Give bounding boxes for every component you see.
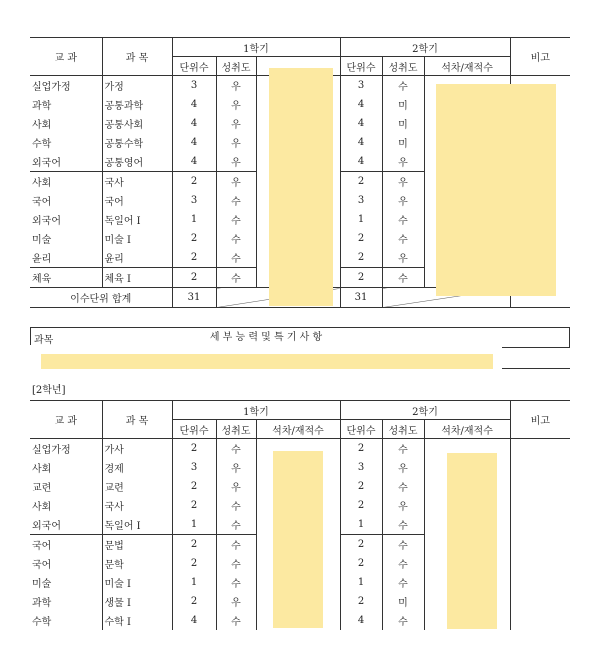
cell-subject: 수학 I bbox=[102, 611, 172, 630]
cell-subject: 문법 bbox=[102, 535, 172, 555]
cell-achievement-term1: 우 bbox=[216, 477, 256, 496]
cell-units-term1: 2 bbox=[172, 248, 216, 268]
header-subject: 과 목 bbox=[102, 401, 172, 439]
header-rank-term2: 석차/재적수 bbox=[424, 57, 510, 76]
cell-subject: 가사 bbox=[102, 439, 172, 459]
cell-note bbox=[510, 611, 570, 630]
cell-achievement-term1: 우 bbox=[216, 133, 256, 152]
cell-note bbox=[510, 592, 570, 611]
header-rank-term2: 석차/재적수 bbox=[424, 420, 510, 439]
cell-achievement-term2: 수 bbox=[382, 210, 424, 229]
cell-units-term1: 1 bbox=[172, 515, 216, 535]
cell-subject: 경제 bbox=[102, 458, 172, 477]
cell-achievement-term2: 우 bbox=[382, 496, 424, 515]
header-subject-group: 교 과 bbox=[30, 401, 102, 439]
cell-achievement-term1: 수 bbox=[216, 611, 256, 630]
cell-subject-group: 국어 bbox=[30, 554, 102, 573]
cell-units-term1: 2 bbox=[172, 268, 216, 288]
cell-achievement-term2: 우 bbox=[382, 191, 424, 210]
cell-subject: 공통과학 bbox=[102, 95, 172, 114]
cell-units-term2: 1 bbox=[340, 573, 382, 592]
cell-achievement-term1: 우 bbox=[216, 592, 256, 611]
cell-units-term1: 4 bbox=[172, 611, 216, 630]
cell-units-term2: 2 bbox=[340, 248, 382, 268]
cell-units-term1: 4 bbox=[172, 114, 216, 133]
header-units-term2: 단위수 bbox=[340, 57, 382, 76]
cell-subject-group: 외국어 bbox=[30, 210, 102, 229]
cell-achievement-term2: 미 bbox=[382, 114, 424, 133]
header-note: 비고 bbox=[510, 401, 570, 439]
cell-subject-group: 사회 bbox=[30, 458, 102, 477]
cell-achievement-term2: 우 bbox=[382, 248, 424, 268]
cell-achievement-term2: 수 bbox=[382, 554, 424, 573]
header-term1: 1학기 bbox=[172, 401, 340, 420]
cell-achievement-term1: 수 bbox=[216, 210, 256, 229]
cell-note bbox=[510, 573, 570, 592]
redaction-highlight bbox=[41, 354, 493, 369]
cell-units-term2: 1 bbox=[340, 515, 382, 535]
redaction-highlight bbox=[269, 68, 333, 306]
cell-achievement-term2: 수 bbox=[382, 535, 424, 555]
cell-subject: 미술 I bbox=[102, 229, 172, 248]
header-term2: 2학기 bbox=[340, 401, 510, 420]
cell-units-term2: 4 bbox=[340, 133, 382, 152]
cell-subject-group: 과학 bbox=[30, 95, 102, 114]
cell-subject: 문학 bbox=[102, 554, 172, 573]
header-units-term2: 단위수 bbox=[340, 420, 382, 439]
special-notes-line bbox=[502, 347, 570, 348]
cell-units-term1: 2 bbox=[172, 496, 216, 515]
cell-note bbox=[510, 515, 570, 535]
cell-units-term1: 4 bbox=[172, 152, 216, 172]
redaction-highlight bbox=[447, 453, 497, 629]
cell-achievement-term1: 수 bbox=[216, 573, 256, 592]
redaction-highlight bbox=[436, 84, 556, 296]
cell-subject: 국어 bbox=[102, 191, 172, 210]
cell-units-term2: 2 bbox=[340, 172, 382, 192]
cell-note bbox=[510, 477, 570, 496]
cell-subject: 공통영어 bbox=[102, 152, 172, 172]
cell-units-term1: 3 bbox=[172, 76, 216, 96]
cell-achievement-term1: 수 bbox=[216, 554, 256, 573]
cell-achievement-term2: 수 bbox=[382, 611, 424, 630]
cell-achievement-term2: 수 bbox=[382, 439, 424, 459]
cell-achievement-term2: 우 bbox=[382, 152, 424, 172]
special-notes-subject-label: 과목 bbox=[34, 335, 54, 346]
cell-subject-group: 실업가정 bbox=[30, 439, 102, 459]
special-notes-title: 세 부 능 력 및 특 기 사 항 bbox=[209, 332, 323, 343]
header-note: 비고 bbox=[510, 38, 570, 76]
cell-achievement-term1: 우 bbox=[216, 152, 256, 172]
cell-subject: 미술 I bbox=[102, 573, 172, 592]
cell-achievement-term2: 수 bbox=[382, 268, 424, 288]
special-notes-right-line bbox=[569, 327, 570, 347]
cell-achievement-term2: 수 bbox=[382, 515, 424, 535]
header-subject: 과 목 bbox=[102, 38, 172, 76]
cell-units-term1: 4 bbox=[172, 95, 216, 114]
cell-achievement-term1: 수 bbox=[216, 229, 256, 248]
cell-subject: 생물 I bbox=[102, 592, 172, 611]
cell-units-term1: 2 bbox=[172, 535, 216, 555]
cell-achievement-term2: 수 bbox=[382, 573, 424, 592]
cell-units-term2: 1 bbox=[340, 210, 382, 229]
cell-subject-group: 교련 bbox=[30, 477, 102, 496]
cell-subject-group: 사회 bbox=[30, 172, 102, 192]
cell-units-term1: 1 bbox=[172, 573, 216, 592]
cell-note bbox=[510, 535, 570, 555]
header-units-term1: 단위수 bbox=[172, 420, 216, 439]
header-achievement-term2: 성취도 bbox=[382, 57, 424, 76]
header-term1: 1학기 bbox=[172, 38, 340, 57]
header-units-term1: 단위수 bbox=[172, 57, 216, 76]
cell-units-term1: 2 bbox=[172, 592, 216, 611]
cell-note bbox=[510, 554, 570, 573]
cell-achievement-term1: 수 bbox=[216, 248, 256, 268]
cell-achievement-term1: 수 bbox=[216, 268, 256, 288]
cell-units-term2: 3 bbox=[340, 191, 382, 210]
cell-achievement-term2: 미 bbox=[382, 133, 424, 152]
cell-subject: 독일어 I bbox=[102, 210, 172, 229]
special-notes-left-line bbox=[30, 327, 31, 345]
cell-units-term2: 2 bbox=[340, 477, 382, 496]
cell-units-term2: 4 bbox=[340, 611, 382, 630]
cell-subject: 교련 bbox=[102, 477, 172, 496]
cell-subject-group: 윤리 bbox=[30, 248, 102, 268]
cell-achievement-term2: 수 bbox=[382, 477, 424, 496]
total-units-term2: 31 bbox=[340, 288, 382, 308]
cell-achievement-term1: 우 bbox=[216, 95, 256, 114]
cell-units-term2: 4 bbox=[340, 95, 382, 114]
cell-subject-group: 미술 bbox=[30, 229, 102, 248]
cell-units-term2: 2 bbox=[340, 439, 382, 459]
cell-subject: 국사 bbox=[102, 496, 172, 515]
cell-units-term1: 2 bbox=[172, 439, 216, 459]
cell-units-term2: 2 bbox=[340, 229, 382, 248]
redaction-highlight bbox=[273, 451, 323, 628]
cell-note bbox=[510, 439, 570, 459]
cell-units-term2: 2 bbox=[340, 535, 382, 555]
cell-units-term1: 2 bbox=[172, 554, 216, 573]
cell-subject: 윤리 bbox=[102, 248, 172, 268]
cell-subject: 독일어 I bbox=[102, 515, 172, 535]
cell-subject: 국사 bbox=[102, 172, 172, 192]
cell-achievement-term2: 미 bbox=[382, 592, 424, 611]
cell-units-term1: 4 bbox=[172, 133, 216, 152]
cell-units-term2: 4 bbox=[340, 114, 382, 133]
cell-achievement-term1: 수 bbox=[216, 191, 256, 210]
cell-units-term1: 2 bbox=[172, 229, 216, 248]
cell-subject: 체육 I bbox=[102, 268, 172, 288]
cell-subject-group: 국어 bbox=[30, 535, 102, 555]
header-rank-term1: 석차/재적수 bbox=[256, 420, 340, 439]
cell-achievement-term1: 수 bbox=[216, 439, 256, 459]
cell-units-term2: 4 bbox=[340, 152, 382, 172]
cell-note bbox=[510, 496, 570, 515]
cell-subject-group: 수학 bbox=[30, 611, 102, 630]
header-achievement-term1: 성취도 bbox=[216, 57, 256, 76]
cell-subject-group: 체육 bbox=[30, 268, 102, 288]
cell-units-term1: 2 bbox=[172, 477, 216, 496]
header-achievement-term2: 성취도 bbox=[382, 420, 424, 439]
cell-subject-group: 외국어 bbox=[30, 152, 102, 172]
cell-units-term2: 2 bbox=[340, 268, 382, 288]
cell-achievement-term2: 수 bbox=[382, 76, 424, 96]
cell-note bbox=[510, 458, 570, 477]
cell-subject-group: 사회 bbox=[30, 114, 102, 133]
cell-achievement-term2: 우 bbox=[382, 172, 424, 192]
cell-subject-group: 실업가정 bbox=[30, 76, 102, 96]
cell-subject-group: 외국어 bbox=[30, 515, 102, 535]
cell-achievement-term2: 미 bbox=[382, 95, 424, 114]
cell-subject: 공통수학 bbox=[102, 133, 172, 152]
cell-units-term2: 2 bbox=[340, 554, 382, 573]
cell-achievement-term2: 우 bbox=[382, 458, 424, 477]
cell-units-term1: 3 bbox=[172, 191, 216, 210]
cell-units-term2: 2 bbox=[340, 496, 382, 515]
cell-achievement-term1: 수 bbox=[216, 535, 256, 555]
special-notes-line bbox=[502, 368, 570, 369]
cell-subject-group: 사회 bbox=[30, 496, 102, 515]
grade-label: [2학년] bbox=[32, 385, 66, 396]
header-achievement-term1: 성취도 bbox=[216, 420, 256, 439]
cell-units-term2: 3 bbox=[340, 458, 382, 477]
cell-achievement-term1: 우 bbox=[216, 458, 256, 477]
header-subject-group: 교 과 bbox=[30, 38, 102, 76]
cell-units-term1: 3 bbox=[172, 458, 216, 477]
total-units-term1: 31 bbox=[172, 288, 216, 308]
cell-subject: 공통사회 bbox=[102, 114, 172, 133]
cell-units-term1: 1 bbox=[172, 210, 216, 229]
cell-achievement-term1: 우 bbox=[216, 114, 256, 133]
cell-units-term1: 2 bbox=[172, 172, 216, 192]
header-term2: 2학기 bbox=[340, 38, 510, 57]
cell-subject-group: 미술 bbox=[30, 573, 102, 592]
total-label: 이수단위 합계 bbox=[30, 288, 172, 308]
cell-subject-group: 수학 bbox=[30, 133, 102, 152]
cell-subject-group: 국어 bbox=[30, 191, 102, 210]
cell-achievement-term2: 수 bbox=[382, 229, 424, 248]
cell-subject-group: 과학 bbox=[30, 592, 102, 611]
cell-achievement-term1: 우 bbox=[216, 172, 256, 192]
cell-achievement-term1: 수 bbox=[216, 515, 256, 535]
cell-achievement-term1: 우 bbox=[216, 76, 256, 96]
cell-achievement-term1: 수 bbox=[216, 496, 256, 515]
cell-units-term2: 2 bbox=[340, 592, 382, 611]
cell-subject: 가정 bbox=[102, 76, 172, 96]
cell-units-term2: 3 bbox=[340, 76, 382, 96]
